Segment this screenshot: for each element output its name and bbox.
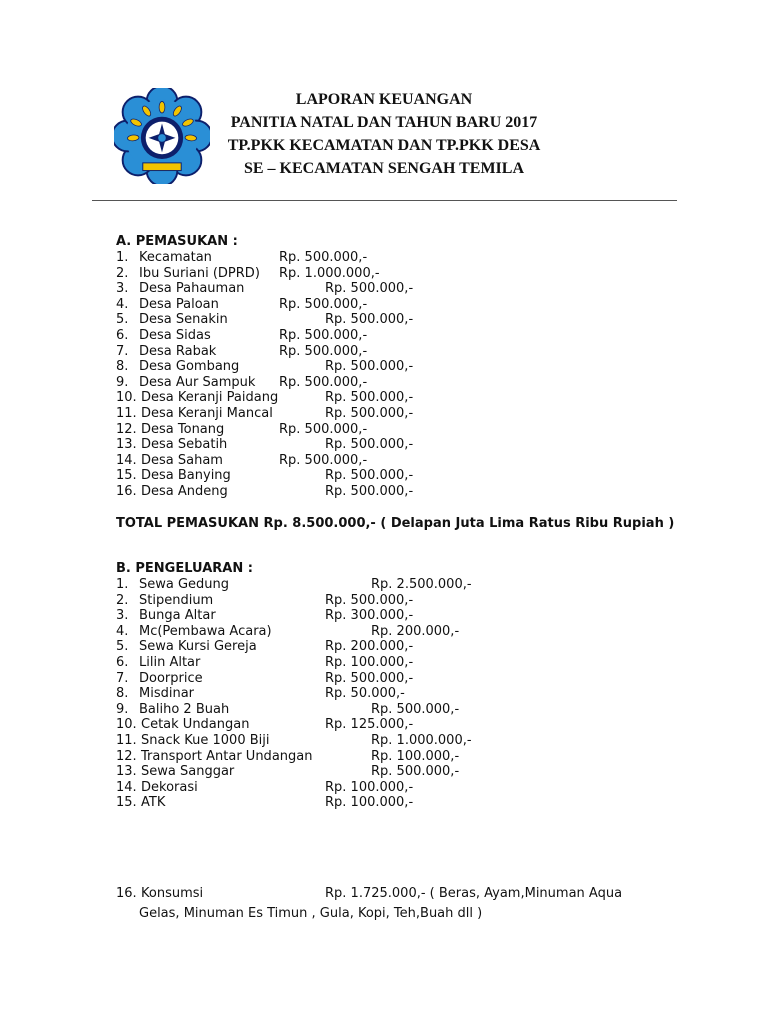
title-line: PANITIA NATAL DAN TAHUN BARU 2017 (230, 114, 538, 131)
income-row: 10. Desa Keranji Paidang Rp. 500.000,- (116, 390, 414, 406)
income-total: TOTAL PEMASUKAN Rp. 8.500.000,- ( Delapan Juta Lima Ratus Ribu Rupiah ) (116, 516, 675, 531)
expense-row: 13. Sewa Sanggar Rp. 500.000,- (116, 764, 460, 780)
expense-row: 7. Doorprice Rp. 500.000,- (116, 670, 414, 686)
expense-row: 12. Transport Antar Undangan Rp. 100.000,- (116, 748, 460, 764)
income-row: 12. Desa Tonang Rp. 500.000,- (116, 421, 368, 437)
report-title (200, 88, 568, 180)
title-line: LAPORAN KEUANGAN (295, 91, 473, 108)
income-row: 3. Desa Pahauman Rp. 500.000,- (116, 281, 414, 297)
income-row: 15. Desa Banying Rp. 500.000,- (116, 468, 414, 484)
expense-row: 8. Misdinar Rp. 50.000,- (116, 686, 405, 702)
logo-ribbon (143, 163, 181, 171)
income-row: 7. Desa Rabak Rp. 500.000,- (116, 343, 368, 359)
income-row: 16. Desa Andeng Rp. 500.000,- (116, 483, 414, 499)
income-row: 8. Desa Gombang Rp. 500.000,- (116, 359, 414, 375)
title-line: TP.PKK KECAMATAN DAN TP.PKK DESA (227, 137, 541, 154)
expense-konsumsi-item (116, 884, 676, 924)
income-row: 1. Kecamatan Rp. 500.000,- (116, 250, 368, 265)
expense-row: 2. Stipendium Rp. 500.000,- (116, 592, 414, 608)
expense-row: 5. Sewa Kursi Gereja Rp. 200.000,- (116, 639, 414, 655)
expense-row: 3. Bunga Altar Rp. 300.000,- (116, 608, 414, 624)
income-row: 6. Desa Sidas Rp. 500.000,- (116, 327, 368, 343)
konsumsi-continuation: Gelas, Minuman Es Timun , Gula, Kopi, Teh,Buah dll ) (139, 906, 483, 921)
expense-row: 9. Baliho 2 Buah Rp. 500.000,- (116, 701, 460, 717)
header-divider (92, 200, 677, 201)
expense-heading: B. PENGELUARAN : (116, 561, 253, 576)
konsumsi-amount: Rp. 1.725.000,- ( Beras, Ayam,Minuman Aqua (325, 886, 623, 901)
income-row: 5. Desa Senakin Rp. 500.000,- (116, 312, 414, 328)
income-row: 11. Desa Keranji Mancal Rp. 500.000,- (116, 405, 414, 421)
expense-row: 11. Snack Kue 1000 Biji Rp. 1.000.000,- (116, 732, 472, 748)
income-row: 9. Desa Aur Sampuk Rp. 500.000,- (116, 374, 368, 390)
income-row: 13. Desa Sebatih Rp. 500.000,- (116, 437, 414, 453)
expense-row: 1. Sewa Gedung Rp. 2.500.000,- (116, 577, 472, 592)
expense-row: 10. Cetak Undangan Rp. 125.000,- (116, 717, 414, 733)
income-heading: A. PEMASUKAN : (116, 234, 238, 249)
title-line: SE – KECAMATAN SENGAH TEMILA (243, 160, 525, 177)
expense-row: 6. Lilin Altar Rp. 100.000,- (116, 654, 414, 670)
income-row: 2. Ibu Suriani (DPRD) Rp. 1.000.000,- (116, 265, 380, 281)
konsumsi-number: 16. (116, 886, 137, 901)
expense-row: 4. Mc(Pembawa Acara) Rp. 200.000,- (116, 623, 460, 639)
expense-row: 14. Dekorasi Rp. 100.000,- (116, 779, 414, 795)
income-row: 14. Desa Saham Rp. 500.000,- (116, 452, 368, 468)
income-list (116, 250, 676, 500)
pkk-logo-emblem (114, 88, 210, 184)
income-row: 4. Desa Paloan Rp. 500.000,- (116, 296, 368, 312)
konsumsi-name: Konsumsi (141, 886, 204, 901)
expense-row: 15. ATK Rp. 100.000,- (116, 795, 414, 811)
expense-list (116, 577, 676, 811)
